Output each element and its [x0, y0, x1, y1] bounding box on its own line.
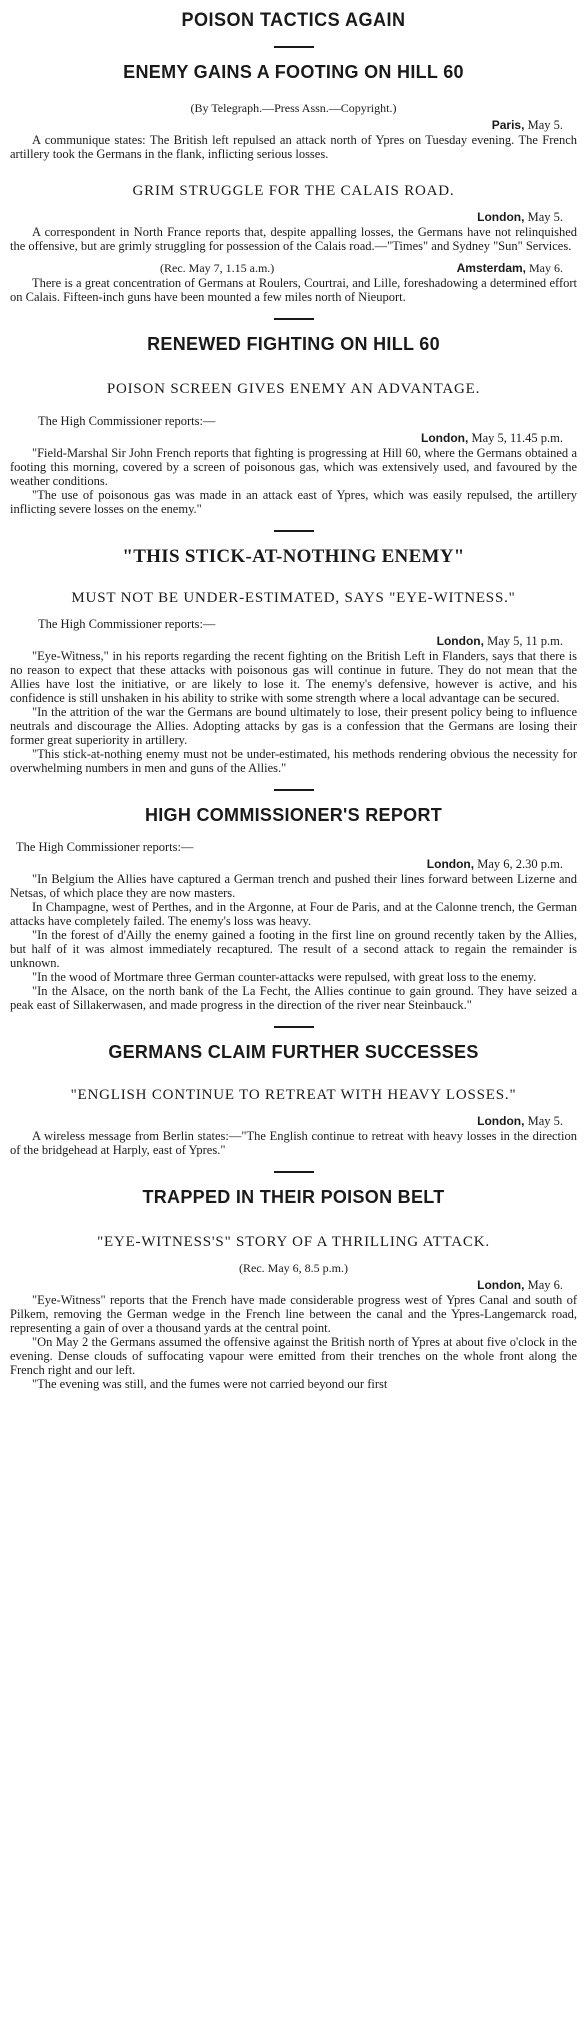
article-headline: RENEWED FIGHTING ON HILL 60 [147, 334, 440, 354]
dateline-date: May 5. [527, 118, 563, 132]
divider-rule [274, 318, 314, 320]
article-headline: HIGH COMMISSIONER'S REPORT [144, 805, 443, 825]
dateline [10, 1114, 563, 1129]
dateline [10, 210, 563, 225]
dateline-date: May 6, 2.30 p.m. [477, 857, 563, 871]
dateline-place: London, [436, 634, 484, 648]
dateline-date: May 6. [527, 1278, 563, 1292]
received-time: (Rec. May 7, 1.15 a.m.) [160, 261, 275, 275]
dateline-date: May 5, 11 p.m. [487, 634, 563, 648]
article-subhead: GRIM STRUGGLE FOR THE CALAIS ROAD. [132, 183, 455, 199]
dateline-date: May 6. [529, 261, 563, 275]
dateline-place: London, [426, 857, 475, 871]
article-poison-belt [10, 1187, 577, 1391]
article-paragraph: In Champagne, west of Perthes, and in the Argonne, at Four de Paris, and at the Calonne trench, the German attacks have completely failed. The enemy's loss was heavy. [10, 900, 577, 928]
divider-rule [274, 1026, 314, 1028]
article-paragraph: "In the wood of Mortmare three German counter-attacks were repulsed, with great loss to the enemy. [32, 970, 537, 984]
article-subhead: POISON SCREEN GIVES ENEMY AN ADVANTAGE. [106, 381, 481, 397]
dateline [10, 431, 563, 446]
reports-line: The High Commissioner reports:— [38, 617, 216, 631]
article-subhead: "EYE-WITNESS'S" STORY OF A THRILLING ATTACK. [97, 1234, 490, 1250]
article-headline: "THIS STICK-AT-NOTHING ENEMY" [122, 546, 465, 567]
article-paragraph: A correspondent in North France reports that, despite appalling losses, the Germans have not relinquished the offensive, but are grimly struggling for possession of the Calais road.—"Times" and Sydney "Sun" Services. [10, 225, 577, 253]
article-paragraph: "The evening was still, and the fumes were not carried beyond our first [32, 1377, 388, 1391]
article-paragraph: "This stick-at-nothing enemy must not be under-estimated, his methods rendering obvious the necessity for overwhelming numbers in men and guns of the Allies." [10, 747, 577, 775]
article-paragraph: There is a great concentration of Germans at Roulers, Courtrai, and Lille, foreshadowing a determined effort on Calais. Fifteen-inch guns have been mounted a few miles north of Nieuport. [10, 276, 577, 304]
article-paragraph: A wireless message from Berlin states:—"The English continue to retreat with heavy losses in the direction of the bridgehead at Harply, east of Ypres." [10, 1129, 577, 1157]
dateline [10, 857, 563, 872]
article-headline: GERMANS CLAIM FURTHER SUCCESSES [108, 1042, 479, 1062]
article-subhead: MUST NOT BE UNDER-ESTIMATED, SAYS "EYE-WITNESS." [71, 590, 516, 606]
article-paragraph: "Eye-Witness," in his reports regarding the recent fighting on the British Left in Flanders, says that there is no reason to expect that these attacks with poisonous gas will continue in future. They do not mean that the Allies have lost the initiative, or are likely to lose it. The enemy's defensive, however is active, and his confidence is still unshaken in his ability to strike with some strength where a local advantage can be secured. [10, 649, 577, 705]
article-high-commissioner [10, 805, 577, 1012]
article-calais-road [10, 183, 577, 304]
article-paragraph: "On May 2 the Germans assumed the offensive against the British north of Ypres at about five o'clock in the evening. Dense clouds of suffocating vapour were emitted from their trenches on the whole front along the French right and our left. [10, 1335, 577, 1377]
divider-rule [274, 1171, 314, 1173]
dateline-place: London, [477, 210, 525, 224]
article-paragraph: "In the forest of d'Ailly the enemy gained a footing in the first line on ground recently taken by the Allies, but half of it was almost immediately recaptured. The result of a second attack to regain the remainder is unknown. [10, 928, 577, 970]
dateline [10, 1278, 563, 1293]
reports-line: The High Commissioner reports:— [16, 840, 194, 854]
dateline [10, 634, 563, 649]
reports-line: The High Commissioner reports:— [38, 414, 216, 428]
dateline-date: May 5. [527, 1114, 563, 1128]
article-paragraph: "In the Alsace, on the north bank of the La Fecht, the Allies continue to gain ground. They have seized a peak east of Sillakerwasen, and made progress in the direction of the river near Steinbauck." [10, 984, 577, 1012]
article-paragraph: "Eye-Witness" reports that the French have made considerable progress west of Ypres Canal and south of Pilkem, removing the German wedge in the French line between the canal and the Ypres-Langemarck road, representing a gain of over a thousand yards at the central point. [10, 1293, 577, 1335]
dateline-place: Paris, [491, 118, 525, 132]
dateline [10, 118, 563, 133]
dateline-place: London, [421, 431, 469, 445]
article-hill-60-footing [10, 62, 577, 161]
divider-rule [274, 530, 314, 532]
article-germans-claim [10, 1042, 577, 1157]
dateline-place: London, [477, 1278, 525, 1292]
article-headline: ENEMY GAINS A FOOTING ON HILL 60 [123, 62, 464, 82]
article-paragraph: "In Belgium the Allies have captured a German trench and pushed their lines forward between Lizerne and Netsas, of which place they are now masters. [10, 872, 577, 900]
main-headline: POISON TACTICS AGAIN [181, 10, 406, 31]
article-subhead: "ENGLISH CONTINUE TO RETREAT WITH HEAVY LOSSES." [70, 1087, 517, 1103]
article-headline: TRAPPED IN THEIR POISON BELT [142, 1187, 445, 1207]
dateline-place: London, [477, 1114, 525, 1128]
article-renewed-fighting [10, 334, 577, 516]
article-paragraph: "Field-Marshal Sir John French reports that fighting is progressing at Hill 60, where the Germans obtained a footing this morning, covered by a screen of poisonous gas, which was extensively used, and favoured by the weather conditions. [10, 446, 577, 488]
wire-credit: (By Telegraph.—Press Assn.—Copyright.) [190, 101, 397, 115]
dateline-received [160, 261, 563, 276]
dateline-place: Amsterdam, [456, 261, 526, 275]
article-paragraph: "In the attrition of the war the Germans are bound ultimately to lose, their present policy being to influence neutrals and discourage the Allies. Adopting attacks by gas is a confession that the Germans are losing their former great superiority in artillery. [10, 705, 577, 747]
dateline-date: May 5. [527, 210, 563, 224]
divider-rule [274, 46, 314, 48]
article-stick-at-nothing [10, 546, 577, 775]
divider-rule [274, 789, 314, 791]
dateline-date: May 5, 11.45 p.m. [471, 431, 563, 445]
received-time: (Rec. May 6, 8.5 p.m.) [239, 1261, 348, 1275]
article-paragraph: A communique states: The British left repulsed an attack north of Ypres on Tuesday evening. The French artillery took the Germans in the flank, inflicting serious losses. [10, 133, 577, 161]
article-paragraph: "The use of poisonous gas was made in an attack east of Ypres, which was easily repulsed, the artillery inflicting severe losses on the enemy." [10, 488, 577, 516]
